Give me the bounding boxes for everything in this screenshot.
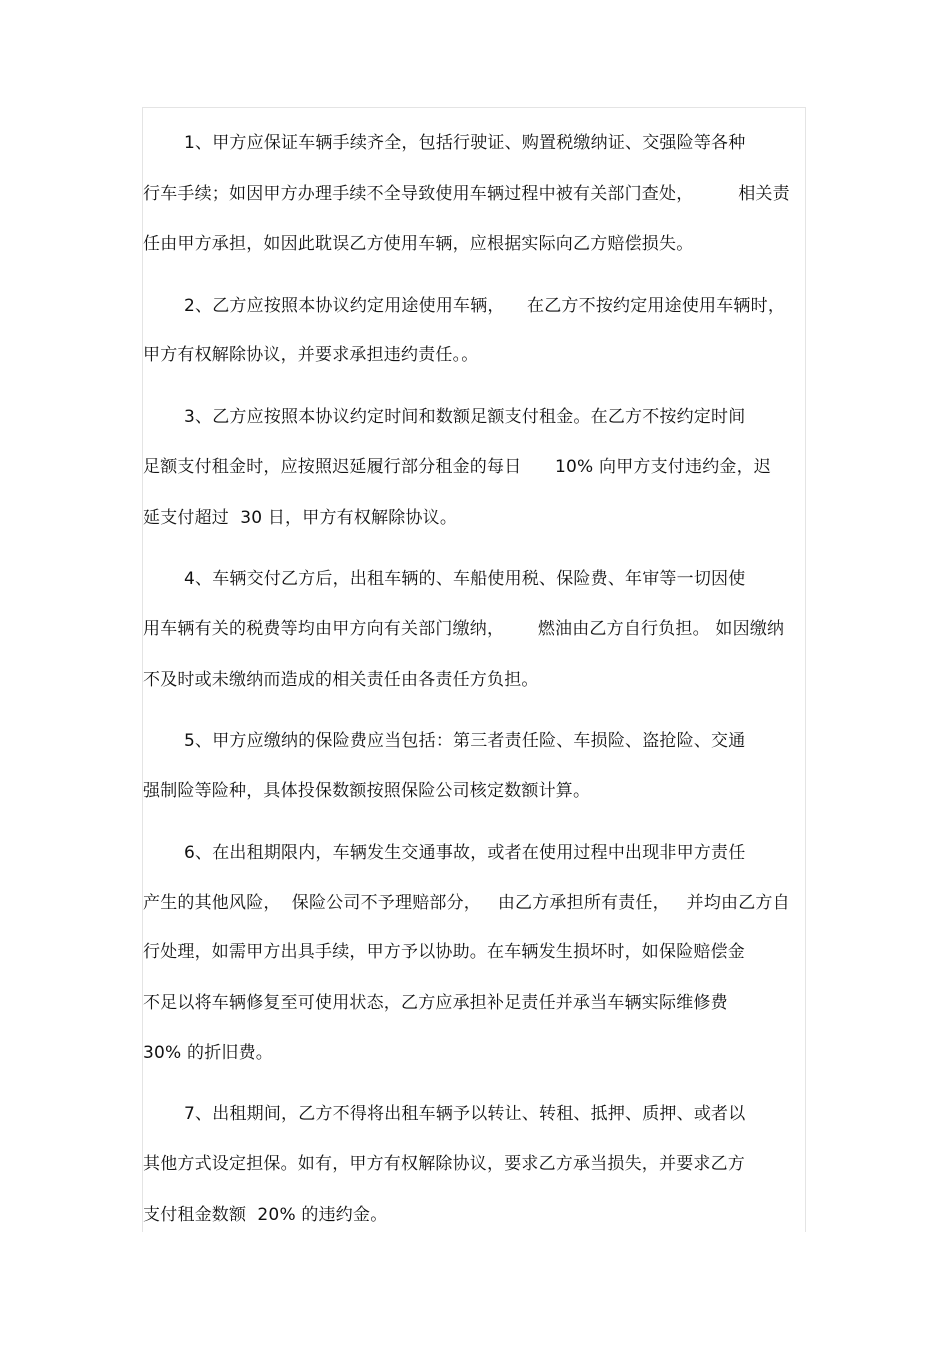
clause-6-line-1: 6、在出租期限内，车辆发生交通事故，或者在使用过程中出现非甲方责任 (184, 843, 746, 863)
clause-6-line-2: 产生的其他风险， 保险公司不予理赔部分， 由乙方承担所有责任， 并均由乙方自 (143, 893, 790, 913)
clause-4-line-3: 不及时或未缴纳而造成的相关责任由各责任方负担。 (143, 670, 539, 690)
clause-3-line-2: 足额支付租金时，应按照迟延履行部分租金的每日 10% 向甲方支付违约金，迟 (143, 457, 772, 477)
clause-4-line-2: 用车辆有关的税费等均由甲方向有关部门缴纳， 燃油由乙方自行负担。 如因缴纳 (143, 619, 785, 639)
clause-2-line-1: 2、乙方应按照本协议约定用途使用车辆， 在乙方不按约定用途使用车辆时， (184, 296, 786, 316)
clause-5-line-2: 强制险等险种，具体投保数额按照保险公司核定数额计算。 (143, 781, 591, 801)
clause-1-line-1: 1、甲方应保证车辆手续齐全，包括行驶证、购置税缴纳证、交强险等各种 (184, 133, 746, 153)
clause-7-line-2: 其他方式设定担保。如有，甲方有权解除协议，要求乙方承当损失，并要求乙方 (143, 1154, 745, 1174)
clause-4-line-1: 4、车辆交付乙方后，出租车辆的、车船使用税、保险费、年审等一切因使 (184, 569, 746, 589)
clause-7-line-1: 7、出租期间，乙方不得将出租车辆予以转让、转租、抵押、质押、或者以 (184, 1104, 746, 1124)
clause-7-line-3: 支付租金数额 20% 的违约金。 (143, 1205, 388, 1225)
clause-2-line-2: 甲方有权解除协议，并要求承担违约责任。。 (143, 345, 479, 365)
clause-5-line-1: 5、甲方应缴纳的保险费应当包括：第三者责任险、车损险、盗抢险、交通 (184, 731, 746, 751)
clause-6-line-5: 30% 的折旧费。 (143, 1043, 273, 1063)
clause-1-line-3: 任由甲方承担，如因此耽误乙方使用车辆，应根据实际向乙方赔偿损失。 (143, 234, 694, 254)
clause-3-line-1: 3、乙方应按照本协议约定时间和数额足额支付租金。在乙方不按约定时间 (184, 407, 746, 427)
clause-3-line-3: 延支付超过 30 日，甲方有权解除协议。 (143, 508, 458, 528)
clause-1-line-2: 行车手续；如因甲方办理手续不全导致使用车辆过程中被有关部门查处， 相关责 (143, 184, 790, 204)
clause-6-line-4: 不足以将车辆修复至可使用状态，乙方应承担补足责任并承当车辆实际维修费 (143, 993, 728, 1013)
clause-6-line-3: 行处理，如需甲方出具手续，甲方予以协助。在车辆发生损坏时，如保险赔偿金 (143, 942, 745, 962)
